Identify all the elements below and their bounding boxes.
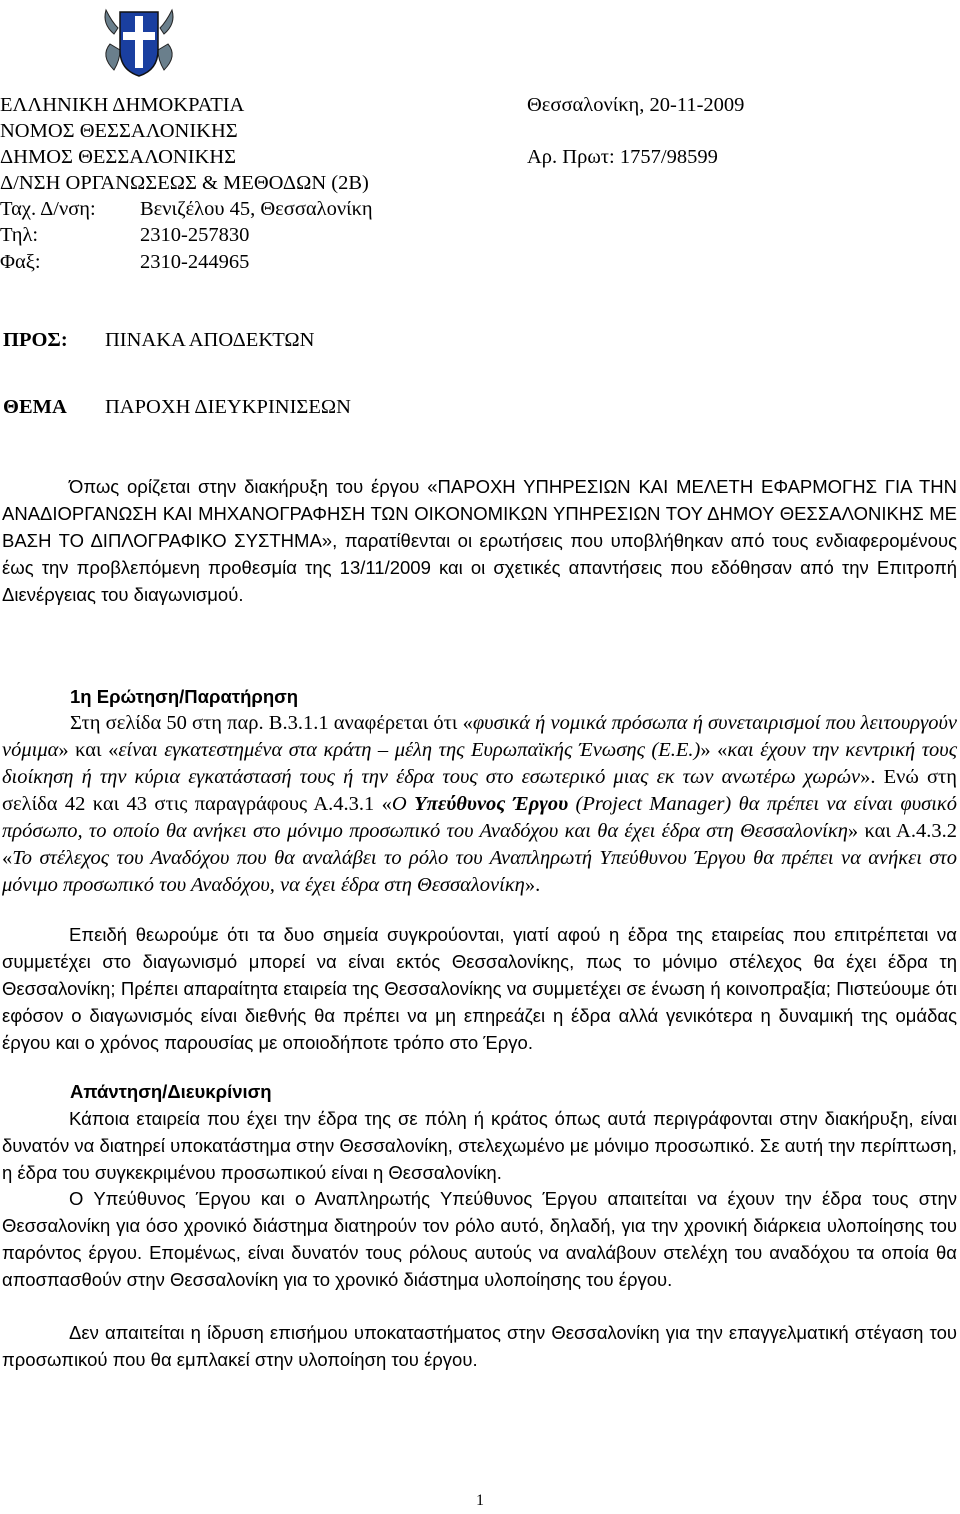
- intro-text-2: παρατίθενται οι ερωτήσεις που υποβλήθηκαν από τους ενδιαφερομένους έως την προβλεπόμενη προθεσμία της 13/11/2009 και οι σχετικές απαντήσεις που εδόθησαν από την Επιτροπή Διενέργειας του διαγωνισμού.: [2, 530, 957, 605]
- q1-quote-1: φυσικά ή νομικά πρόσωπα ή συνεταιρισμοί που λειτουργούν νόμιμα: [2, 712, 957, 761]
- intro-text-1: Όπως ορίζεται στην διακήρυξη του έργου «ΠΑΡΟΧΗ ΥΠΗΡΕΣΙΩΝ ΚΑΙ ΜΕΛΕΤΗ ΕΦΑΡΜΟΓΗΣ ΓΙΑ ΤΗΝ ΑΝΑΔΙΟΡΓΑΝΩΣΗ ΚΑΙ ΜΗΧΑΝΟΓΡΑΦΗΣΗ ΤΩΝ ΟΙΚΟΝΟΜΙΚΩΝ ΥΠΗΡΕΣΙΩΝ ΤΟΥ ΔΗΜΟΥ ΘΕΣΣΑΛΟΝΙΚΗΣ ΜΕ ΒΑΣΗ ΤΟ ΔΙΠΛΟΓΡΑΦΙΚΟ ΣΥΣΤΗΜΑ»,: [2, 476, 957, 551]
- page-number: 1: [476, 1492, 484, 1509]
- fax-value: 2310-244965: [140, 251, 250, 273]
- phone-line: [0, 222, 249, 249]
- answer-1-paragraph-3: Δεν απαιτείται η ίδρυση επισήμου υποκαταστήματος στην Θεσσαλονίκη για την επαγγελματική στέγαση του προσωπικού που θα εμπλακεί στην υλοποίηση του έργου.: [2, 1322, 957, 1370]
- q1-quote-2: είναι εγκατεστημένα στα κράτη – μέλη της Ευρωπαϊκής Ένωσης (Ε.Ε.): [118, 739, 701, 761]
- fax-label: Φαξ:: [0, 251, 41, 273]
- greek-emblem-logo: [96, 4, 182, 80]
- q1-text: ». Ενώ στη σελίδα 42 και 43 στις παραγράφους Α.4.3.1 «: [2, 766, 958, 815]
- fax-line: [0, 249, 249, 276]
- question-1-paragraph-2: Επειδή θεωρούμε ότι τα δυο σημεία συγκρούονται, γιατί αφού η έδρα της εταιρείας που επιτρέπεται να συμμετέχει στο διαγωνισμό μπορεί να είναι εκτός Θεσσαλονίκης, πως το μόνιμο στέλεχος θα έχει έδρα τη Θεσσαλονίκη; Πρέπει απαραίτητα εταιρεία της Θεσσαλονίκης να συμμετέχει σε ένωση ή κοινοπραξία; Πιστεύουμε ότι εφόσον ο διαγωνισμός είναι διεθνής θα πρέπει να μη επηρεάζει η έδρα αλλά γενικότερα η δυναμική της ομάδας έργου και ο χρόνος παρουσίας με οποιοδήποτε τρόπο στο Έργο.: [2, 924, 957, 1053]
- q1-text: Στη σελίδα 50 στη παρ. Β.3.1.1 αναφέρεται ότι «: [70, 712, 473, 734]
- q1-text: » «: [700, 739, 728, 761]
- country-name: ΕΛΛΗΝΙΚΗ ΔΗΜΟΚΡΑΤΙΑ: [0, 94, 245, 116]
- q1-text: ».: [524, 874, 541, 896]
- q1-quote-4: Ο: [391, 793, 415, 815]
- phone-label: Τηλ:: [0, 224, 39, 246]
- place-date: Θεσσαλονίκη, 20-11-2009: [527, 94, 745, 116]
- to-value: ΠΙΝΑΚΑ ΑΠΟΔΕΚΤΩΝ: [105, 329, 315, 351]
- answer-1-paragraph-2: Ο Υπεύθυνος Έργου και ο Αναπληρωτής Υπεύθυνος Έργου απαιτείται να έχουν την έδρα τους στην Θεσσαλονίκη για όσο χρονικό διάστημα διατηρούν τον ρόλο αυτό, δηλαδή, για την χρονική διάρκεια υλοποίησης του παρόντος έργου. Επομένως, είναι δυνατόν τους ρόλους αυτούς να αναλάβουν στελέχη του αναδόχου τα οποία θα αποσπασθούν στην Θεσσαλονίκη για το χρονικό διάστημα υλοποίησης του έργου.: [2, 1188, 957, 1290]
- question-1-paragraph: [2, 710, 957, 899]
- subject-value: ΠΑΡΟΧΗ ΔΙΕΥΚΡΙΝΙΣΕΩΝ: [105, 396, 351, 418]
- q1-project-manager-term: Υπεύθυνος Έργου: [414, 793, 569, 815]
- directorate-name: Δ/ΝΣΗ ΟΡΓΑΝΩΣΕΩΣ & ΜΕΘΟΔΩΝ (2Β): [0, 172, 369, 194]
- to-label: ΠΡΟΣ:: [3, 329, 68, 351]
- q1-quote-4: (Project Manager) θα πρέπει να είναι φυσικό πρόσωπο, το οποίο θα ανήκει στο μόνιμο προσωπικό του Αναδόχου και θα έχει έδρα στη Θεσσαλονίκη: [2, 793, 957, 842]
- q1-quote-3: και έχουν την κεντρική τους διοίκηση ή την κύρια εγκατάστασή τους ή την έδρα τους στο εσωτερικό μιας εκ των ανωτέρω χωρών: [2, 739, 958, 788]
- phone-value: 2310-257830: [140, 224, 250, 246]
- answer-1-paragraph-1: Κάποια εταιρεία που έχει την έδρα της σε πόλη ή κράτος όπως αυτά περιγράφονται στην διακήρυξη, είναι δυνατόν να διατηρεί υποκατάστημα στην Θεσσαλονίκη, στελεχωμένο με μόνιμο προσωπικό. Σε αυτή την περίπτωση, η έδρα του συγκεκριμένου προσωπικού είναι η Θεσσαλονίκη.: [2, 1108, 957, 1183]
- municipality-name: ΔΗΜΟΣ ΘΕΣΣΑΛΟΝΙΚΗΣ: [0, 146, 237, 168]
- intro-paragraph: [2, 473, 957, 608]
- q1-text: » και Α.4.3.2 «: [2, 820, 957, 869]
- address-label: Ταχ. Δ/νση:: [0, 198, 96, 220]
- prefecture-name: ΝΟΜΟΣ ΘΕΣΣΑΛΟΝΙΚΗΣ: [0, 120, 238, 142]
- address-value: Βενιζέλου 45, Θεσσαλονίκη: [140, 198, 373, 220]
- subject-label: ΘΕΜΑ: [3, 396, 67, 418]
- protocol-number: Αρ. Πρωτ: 1757/98599: [527, 146, 718, 168]
- q1-text: » και «: [58, 739, 119, 761]
- q1-quote-5: Το στέλεχος του Αναδόχου που θα αναλάβει το ρόλο του Αναπληρωτή Υπεύθυνου Έργου θα πρέπει να ανήκει στο μόνιμο προσωπικό του Αναδόχου, να έχει έδρα στη Θεσσαλονίκη: [2, 847, 957, 896]
- address-line: [0, 196, 373, 223]
- answer-1-title: Απάντηση/Διευκρίνιση: [70, 1081, 272, 1102]
- question-1-title: 1η Ερώτηση/Παρατήρηση: [70, 686, 299, 707]
